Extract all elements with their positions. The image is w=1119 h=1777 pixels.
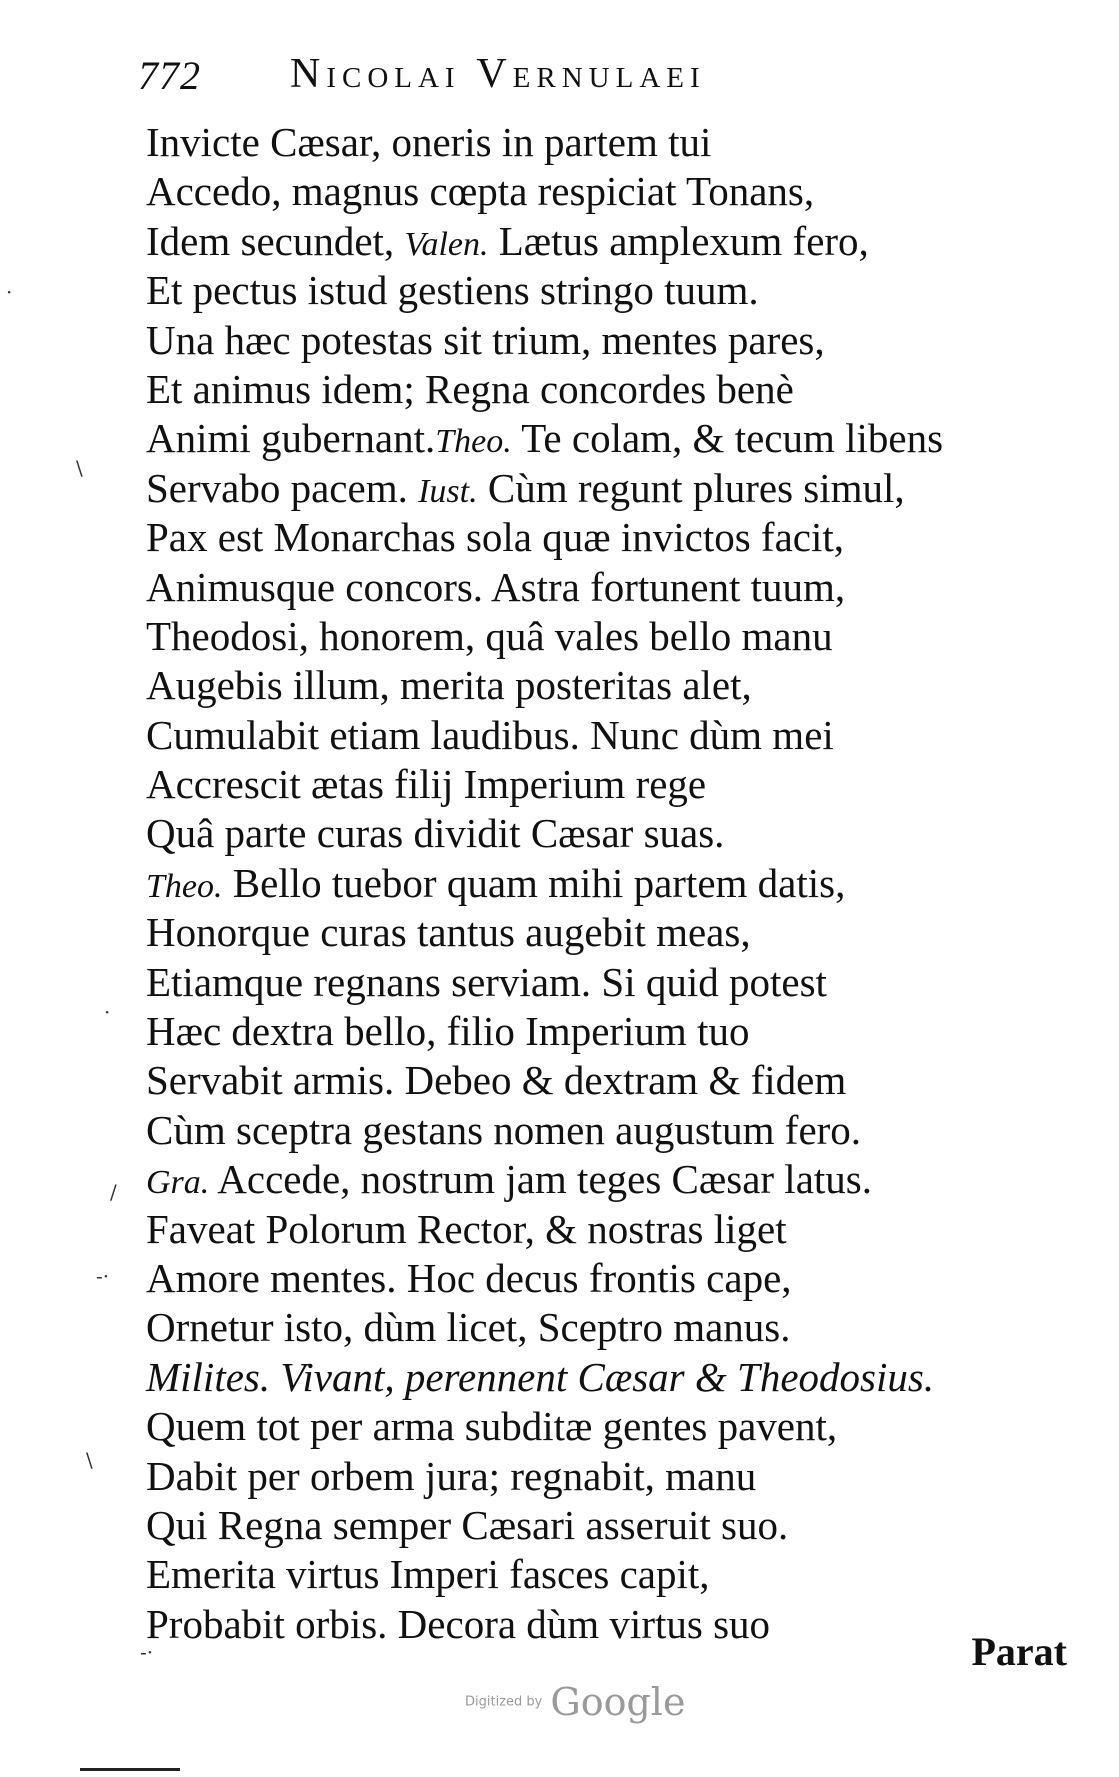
verse-line: Ornetur isto, dùm licet, Sceptro manus.: [146, 1304, 791, 1351]
bottom-rule: [80, 1768, 180, 1771]
verse-line: Probabit orbis. Decora dùm virtus suo: [146, 1600, 771, 1647]
verse-line: Cumulabit etiam laudibus. Nunc dùm mei: [146, 711, 834, 758]
line-text: Accede, nostrum jam teges Cæsar latus.: [209, 1156, 872, 1203]
line-text: Animi gubernant.: [146, 415, 436, 462]
margin-speck: \: [76, 456, 83, 480]
verse-line: Hæc dextra bello, filio Imperium tuo: [146, 1008, 750, 1055]
line-text: Cùm regunt plures simul,: [477, 464, 905, 511]
margin-speck: \: [86, 1448, 93, 1472]
verse-line: [146, 217, 1066, 266]
verse-line: Milites. Vivant, perennent Cæsar & Theodosius.: [146, 1353, 935, 1400]
verse-line: Augebis illum, merita posteritas alet,: [146, 662, 752, 709]
verse-line: Accedo, magnus cœpta respiciat Tonans,: [146, 168, 815, 215]
page-number: 772: [138, 53, 201, 98]
verse-line: Theodosi, honorem, quâ vales bello manu: [146, 612, 833, 659]
verse-line: Et animus idem; Regna concordes benè: [146, 365, 794, 412]
verse-line: Servabit armis. Debeo & dextram & fidem: [146, 1057, 847, 1104]
line-text: Lætus amplexum fero,: [488, 217, 869, 264]
speaker-label: Iust.: [418, 472, 478, 510]
line-text: Servabo pacem.: [146, 464, 419, 511]
watermark-prefix: Digitized by: [465, 1694, 543, 1710]
verse-line: Faveat Polorum Rector, & nostras liget: [146, 1205, 787, 1252]
verse-line: Quem tot per arma subditæ gentes pavent,: [146, 1403, 838, 1450]
google-logo: Google: [550, 1680, 686, 1724]
line-text: Te colam, & tecum libens: [511, 415, 944, 462]
verse-text: [146, 118, 1066, 1649]
line-text: Bello tuebor quam mihi partem datis,: [222, 859, 846, 906]
verse-line: [146, 859, 1066, 908]
running-head: Nicolai Vernulaei: [290, 51, 706, 97]
verse-line: Cùm sceptra gestans nomen augustum fero.: [146, 1106, 862, 1153]
margin-speck: ·: [104, 1000, 111, 1024]
verse-line: Et pectus istud gestiens stringo tuum.: [146, 267, 759, 314]
speaker-label: Gra.: [146, 1164, 210, 1202]
verse-line: [146, 414, 1066, 463]
verse-line: Invicte Cæsar, oneris in partem tui: [146, 119, 712, 165]
margin-speck: -·: [96, 1264, 110, 1288]
digitized-watermark: [465, 1680, 685, 1724]
catchword: Parat: [971, 1629, 1067, 1674]
verse-line: Animusque concors. Astra fortunent tuum,: [146, 563, 846, 610]
verse-line: Amore mentes. Hoc decus frontis cape,: [146, 1254, 792, 1301]
verse-line: [146, 1155, 1066, 1204]
speaker-label: Theo.: [435, 423, 512, 461]
margin-speck: -·: [140, 1640, 154, 1664]
line-text: Idem secundet,: [146, 217, 405, 264]
speaker-label: Valen.: [404, 225, 489, 263]
verse-line: Pax est Monarchas sola quæ invictos facit,: [146, 514, 845, 561]
verse-line: Dabit per orbem jura; regnabit, manu: [146, 1452, 757, 1499]
verse-line: Una hæc potestas sit trium, mentes pares,: [146, 316, 825, 363]
verse-line: Etiamque regnans serviam. Si quid potest: [146, 958, 827, 1005]
verse-line: Quâ parte curas dividit Cæsar suas.: [146, 810, 725, 857]
margin-speck: /: [110, 1180, 117, 1204]
verse-line: Qui Regna semper Cæsari asseruit suo.: [146, 1501, 789, 1548]
verse-line: Emerita virtus Imperi fasces capit,: [146, 1551, 710, 1598]
verse-line: Accrescit ætas filij Imperium rege: [146, 761, 707, 808]
speaker-label: Theo.: [146, 867, 223, 905]
margin-speck: ·: [6, 280, 13, 304]
verse-line: [146, 464, 1066, 513]
verse-line: Honorque curas tantus augebit meas,: [146, 909, 751, 956]
